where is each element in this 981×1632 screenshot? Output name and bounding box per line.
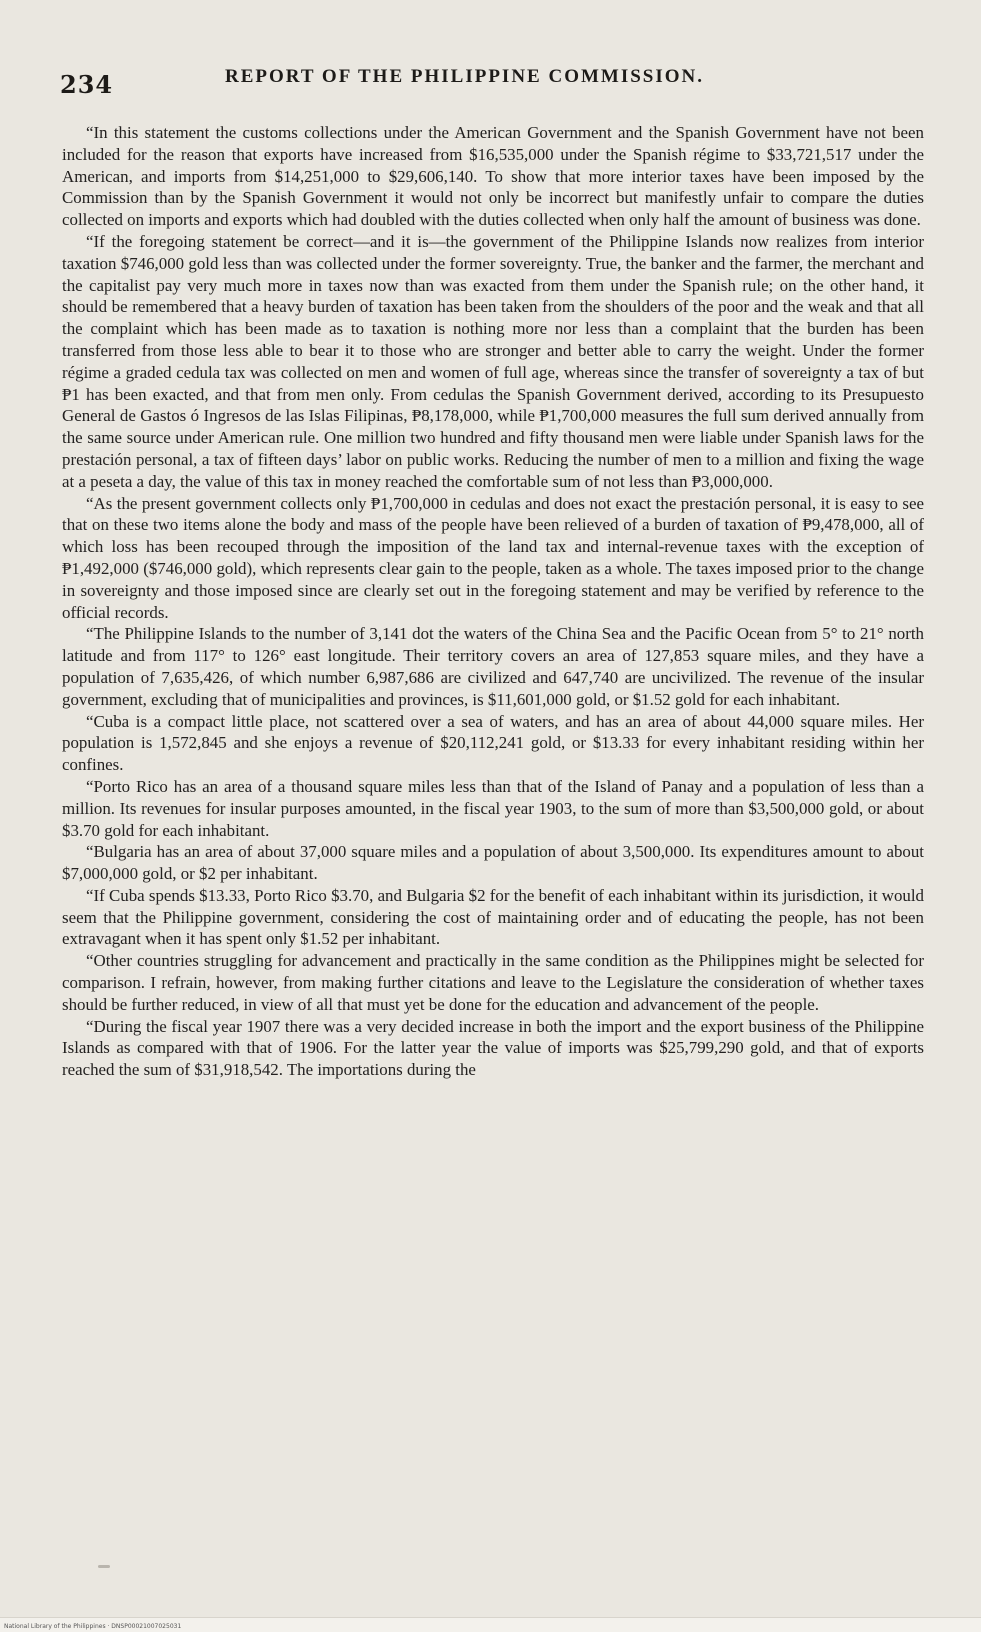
body-text (62, 122, 924, 1081)
paragraph-comparison: “If Cuba spends $13.33, Porto Rico $3.70, and Bulgaria $2 for the benefit of each inhabitant within its jurisdiction, it would seem that the Philippine government, considering the cost of maintaining order and of educating the people, has not been extravagant when it has spent only $1.52 per inhabitant. (62, 885, 924, 949)
paragraph-porto-rico: “Porto Rico has an area of a thousand square miles less than that of the Island of Panay and a population of less than a million. Its revenues for insular purposes amounted, in the fiscal year 1903, to the sum of more than $3,500,000 gold, or about $3.70 gold for each inhabitant. (62, 776, 924, 840)
paragraph-fiscal-year-1907: “During the fiscal year 1907 there was a very decided increase in both the import and the export business of the Philippine Islands as compared with that of 1906. For the latter year the value of imports was $25,799,290 gold, and that of exports reached the sum of $31,918,542. The importations during the (62, 1016, 924, 1080)
paragraph-other-countries: “Other countries struggling for advancement and practically in the same condition as the Philippines might be selected for comparison. I refrain, however, from making further citations and leave to the Legislature the consideration of whether taxes should be further reduced, in view of all that must yet be done for the education and advancement of the people. (62, 951, 924, 1014)
footer-credit: National Library of the Philippines · DNSP00021007025031 (4, 1623, 182, 1630)
paragraph-bulgaria: “Bulgaria has an area of about 37,000 square miles and a population of about 3,500,000. Its expenditures amount to about $7,000,000 gold, or $2 per inhabitant. (62, 842, 924, 884)
paragraph-philippine-islands: “The Philippine Islands to the number of 3,141 dot the waters of the China Sea and the Pacific Ocean from 5° to 21° north latitude and from 117° to 126° east longitude. Their territory covers an area of 127,853 square miles, and they have a population of 7,635,426, of which number 6,987,686 are civilized and 647,740 are uncivilized. The revenue of the insular government, excluding that of municipalities and provinces, is $11,601,000 gold, or $1.52 gold for each inhabitant. (62, 624, 924, 709)
page-header (60, 60, 940, 100)
page-mark (98, 1565, 110, 1568)
paragraph-cedulas: “As the present government collects only ₱1,700,000 in cedulas and does not exact the prestación personal, it is easy to see that on these two items alone the body and mass of the people have been relieved of a burden of taxation of ₱9,478,000, all of which loss has been recouped through the imposition of the land tax and internal-revenue taxes with the exception of ₱1,492,000 ($746,000 gold), which represents clear gain to the people, taken as a whole. The taxes imposed prior to the change in sovereignty and those imposed since are clearly set out in the foregoing statement and may be verified by reference to the official records. (62, 493, 924, 622)
paragraph-cuba: “Cuba is a compact little place, not scattered over a sea of waters, and has an area of about 44,000 square miles. Her population is 1,572,845 and she enjoys a revenue of $20,112,241 gold, or $13.33 for every inhabitant residing within her confines. (62, 711, 924, 775)
running-head: REPORT OF THE PHILIPPINE COMMISSION. (225, 66, 705, 87)
paragraph-interior-taxation: “If the foregoing statement be correct—and it is—the government of the Philippine Islands now realizes from interior taxation $746,000 gold less than was collected under the former sovereignty. True, the banker and the farmer, the merchant and the capitalist pay very much more in taxes now than was exacted from them under the Spanish rule; on the other hand, it should be remembered that a heavy burden of taxation has been taken from the shoulders of the poor and the weak and that all the complaint which has been made as to taxation is nothing more nor less than a complaint that the burden has been transferred from those less able to bear it to those who are stronger and better able to carry the weight. Under the former régime a graded cedula tax was collected on men and women of full age, whereas since the transfer of sovereignty a tax of but ₱1 has been exacted, and that from men only. From cedulas the Spanish Government derived, according to its Presupuesto General de Gastos ó Ingresos de las Islas Filipinas, ₱8,178,000, while ₱1,700,000 measures the full sum derived annually from the same source under American rule. One million two hundred and fifty thousand men were liable under Spanish laws for the prestación personal, a tax of fifteen days’ labor on public works. Reducing the number of men to a million and fixing the wage at a peseta a day, the value of this tax in money reached the comfortable sum of not less than ₱3,000,000. (62, 231, 924, 491)
footer-bar (0, 1617, 981, 1632)
paragraph-customs-collections: “In this statement the customs collections under the American Government and the Spanish Government have not been included for the reason that exports have increased from $16,535,000 under the Spanish régime to $33,721,517 under the American, and imports from $14,251,000 to $29,606,140. To show that more interior taxes have been imposed by the Commission than by the Spanish Government it would not only be incorrect but manifestly unfair to compare the duties collected on imports and exports which had doubled with the duties collected when only half the amount of business was done. (62, 123, 924, 230)
page-number: 234 (60, 70, 114, 99)
